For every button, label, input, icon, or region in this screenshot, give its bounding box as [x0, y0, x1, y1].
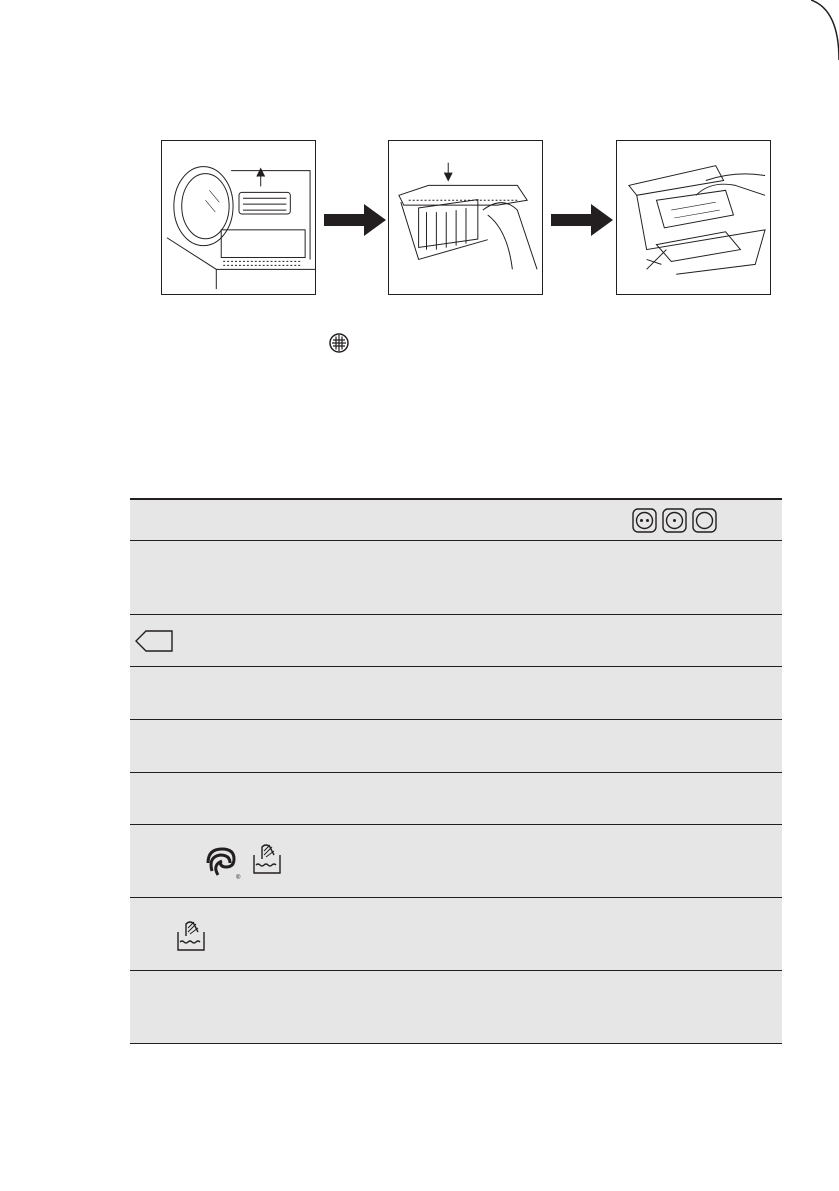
table-row	[130, 500, 782, 541]
cut-mark	[811, 0, 839, 60]
table-row	[130, 971, 782, 1044]
symbols-table	[130, 498, 782, 1044]
table-row	[130, 667, 782, 720]
hand-wash-icon	[252, 841, 282, 875]
iron-dots-icons	[632, 508, 720, 534]
filter-open-icon	[389, 141, 542, 294]
table-row	[130, 615, 782, 667]
illustration-open-filter	[388, 140, 543, 295]
illustration-clean-filter	[616, 140, 771, 295]
filter-cleaning-hand-icon	[617, 141, 770, 294]
illustration-remove-filter	[161, 140, 316, 295]
arrow-right-icon	[324, 203, 386, 237]
woolmark-icon	[204, 843, 242, 881]
arrow-right-icon	[551, 203, 613, 237]
hand-wash-icon	[176, 918, 206, 952]
table-row	[130, 720, 782, 773]
table-row	[130, 773, 782, 825]
table-row	[130, 541, 782, 615]
filter-grid-icon	[329, 333, 349, 353]
svg-text:®: ®	[236, 875, 241, 881]
table-row	[130, 825, 782, 898]
dryer-door-open-filter-icon	[162, 141, 315, 294]
tag-outline-icon	[134, 629, 174, 653]
table-row	[130, 898, 782, 971]
